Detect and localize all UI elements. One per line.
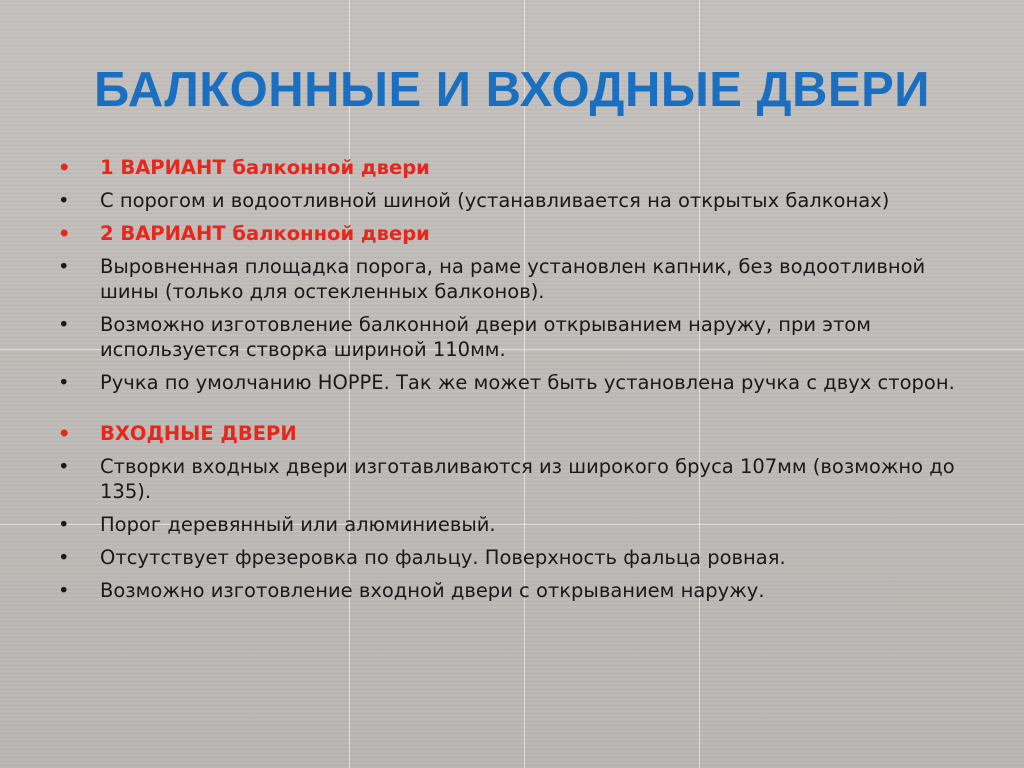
bullet-text: ВХОДНЫЕ ДВЕРИ	[100, 422, 297, 445]
bullet-item	[58, 545, 988, 570]
bullet-marker: •	[58, 546, 70, 569]
bullet-text: Порог деревянный или алюминиевый.	[100, 513, 496, 536]
bullet-item-variant-2	[58, 221, 988, 246]
slide-title: БАЛКОННЫЕ И ВХОДНЫЕ ДВЕРИ	[94, 63, 930, 117]
bullet-item	[58, 454, 988, 504]
bullet-text: С порогом и водоотливной шиной (устанавливается на открытых балконах)	[100, 189, 890, 212]
bullet-marker: •	[58, 222, 71, 245]
bullet-text: 2 ВАРИАНТ балконной двери	[100, 222, 430, 245]
bullet-text: Ручка по умолчанию HOPPE. Так же может быть установлена ручка с двух сторон.	[100, 371, 955, 394]
bullet-marker: •	[58, 513, 70, 536]
bullet-text: Возможно изготовление входной двери с открыванием наружу.	[100, 579, 765, 602]
bullet-marker: •	[58, 189, 70, 212]
bullet-marker: •	[58, 371, 70, 394]
bullet-item	[58, 370, 988, 395]
bullet-item-entrance-doors	[58, 421, 988, 446]
bullet-item	[58, 312, 988, 362]
bullet-item	[58, 512, 988, 537]
bullet-list	[58, 155, 988, 611]
bullet-marker: •	[58, 579, 70, 602]
bullet-marker: •	[58, 156, 71, 179]
bullet-item	[58, 254, 988, 304]
bullet-marker: •	[58, 255, 70, 278]
bullet-marker: •	[58, 455, 70, 478]
bullet-marker: •	[58, 313, 70, 336]
bullet-item-variant-1	[58, 155, 988, 180]
bullet-item	[58, 578, 988, 603]
bullet-text: Отсутствует фрезеровка по фальцу. Поверхность фальца ровная.	[100, 546, 786, 569]
bullet-text: Возможно изготовление балконной двери открыванием наружу, при этом используется створка шириной 110мм.	[100, 313, 871, 361]
bullet-text: Выровненная площадка порога, на раме установлен капник, без водоотливной шины (только для остекленных балконов).	[100, 255, 926, 303]
bullet-item	[58, 188, 988, 213]
bullet-text: 1 ВАРИАНТ балконной двери	[100, 156, 430, 179]
bullet-marker: •	[58, 422, 71, 445]
bullet-text: Створки входных двери изготавливаются из широкого бруса 107мм (возможно до 135).	[100, 455, 955, 503]
